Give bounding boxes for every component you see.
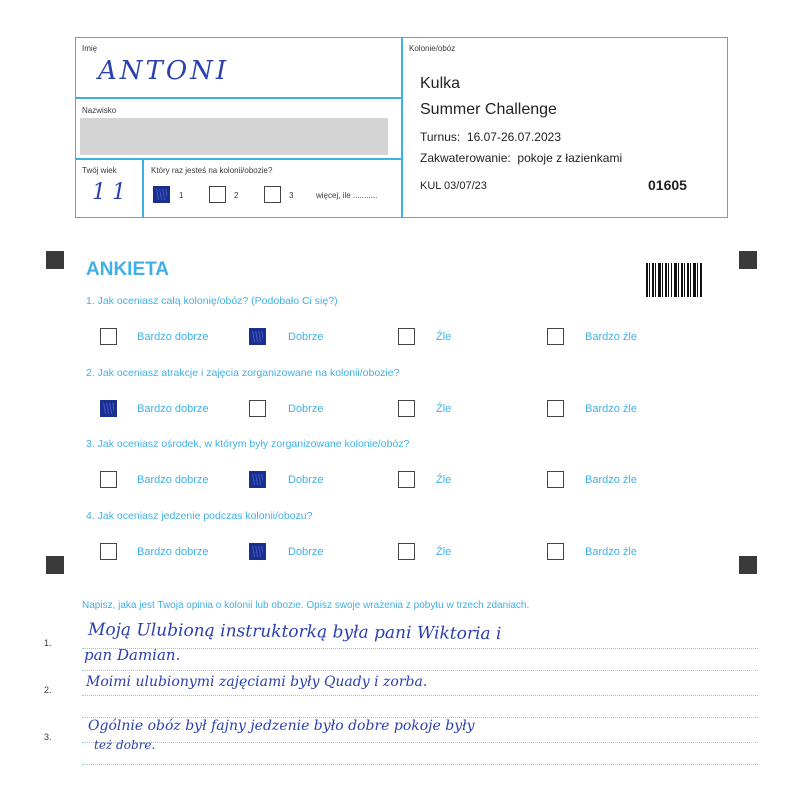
q3-option-4-checkbox[interactable] [547, 471, 564, 488]
times-checkbox-1[interactable] [153, 186, 170, 203]
times-checkbox-3[interactable] [264, 186, 281, 203]
q1-option-4-label: Bardzo źle [585, 331, 637, 343]
times-checkbox-2[interactable] [209, 186, 226, 203]
age-value: 11 [92, 180, 132, 205]
writing-line-2a [82, 695, 758, 696]
times-option-2: 2 [234, 191, 239, 200]
q4-option-2-label: Dobrze [288, 546, 324, 558]
q2-option-3-checkbox[interactable] [398, 400, 415, 417]
camp-turnus [420, 130, 561, 144]
line-number-3: 3. [44, 732, 52, 742]
header-divider-2 [75, 158, 402, 160]
writing-line-3b [82, 764, 758, 765]
camp-number: 01605 [648, 177, 687, 193]
writing-line-3a [82, 742, 758, 743]
q4-option-2-checkbox[interactable] [249, 543, 266, 560]
camp-accommodation-label: Zakwaterowanie: [420, 151, 511, 165]
q3-option-2-label: Dobrze [288, 474, 324, 486]
q3-option-3-label: Źle [436, 474, 452, 486]
q2-option-1-label: Bardzo dobrze [137, 403, 209, 415]
times-other: więcej, ile ........... [316, 191, 378, 200]
q1-option-3-checkbox[interactable] [398, 328, 415, 345]
age-label: Twój wiek [82, 166, 117, 175]
writing-line-1b [82, 670, 758, 671]
header-divider-vertical [401, 37, 403, 218]
surname-label: Nazwisko [82, 106, 117, 115]
writing-line-1a [82, 648, 758, 649]
question-4: 4. Jak oceniasz jedzenie podczas kolonii/obozu? [86, 510, 313, 522]
q1-option-2-label: Dobrze [288, 331, 324, 343]
q4-option-1-label: Bardzo dobrze [137, 546, 209, 558]
registration-mark-top-right [739, 251, 757, 269]
times-option-3: 3 [289, 191, 294, 200]
opinion-line-3-cont: też dobre. [94, 738, 156, 752]
q2-option-4-label: Bardzo źle [585, 403, 637, 415]
header-divider-1 [75, 97, 402, 99]
q1-option-2-checkbox[interactable] [249, 328, 266, 345]
registration-mark-bottom-right [739, 556, 757, 574]
camp-name: Kulka [420, 75, 461, 92]
opinion-line-1: Moją Ulubioną instruktorką była pani Wiktoria i [87, 619, 502, 645]
barcode [646, 263, 702, 297]
q4-option-4-checkbox[interactable] [547, 543, 564, 560]
q3-option-3-checkbox[interactable] [398, 471, 415, 488]
registration-mark-bottom-left [46, 556, 64, 574]
q4-option-4-label: Bardzo źle [585, 546, 637, 558]
opinion-line-1-cont: pan Damian. [84, 646, 181, 664]
header-divider-age [142, 158, 144, 218]
q1-option-3-label: Źle [436, 331, 452, 343]
opinion-line-3: Ogólnie obóz był fajny jedzenie było dobre pokoje były [88, 718, 475, 734]
q2-option-1-checkbox[interactable] [100, 400, 117, 417]
q2-option-2-checkbox[interactable] [249, 400, 266, 417]
q1-option-1-label: Bardzo dobrze [137, 331, 209, 343]
q2-option-2-label: Dobrze [288, 403, 324, 415]
camp-turnus-label: Turnus: [420, 130, 461, 144]
q3-option-2-checkbox[interactable] [249, 471, 266, 488]
question-2: 2. Jak oceniasz atrakcje i zajęcia zorganizowane na kolonii/obozie? [86, 367, 400, 379]
line-number-2: 2. [44, 685, 52, 695]
q2-option-4-checkbox[interactable] [547, 400, 564, 417]
q1-option-4-checkbox[interactable] [547, 328, 564, 345]
opinion-line-2: Moimi ulubionymi zajęciami były Quady i zorba. [86, 674, 428, 690]
camp-code: KUL 03/07/23 [420, 180, 487, 192]
times-label: Który raz jesteś na kolonii/obozie? [151, 166, 273, 175]
camp-label: Kolonie/obóz [409, 44, 456, 53]
q4-option-3-label: Źle [436, 546, 452, 558]
question-1: 1. Jak oceniasz całą kolonię/obóz? (Podobało Ci się?) [86, 295, 338, 307]
q4-option-3-checkbox[interactable] [398, 543, 415, 560]
camp-program: Summer Challenge [420, 101, 557, 118]
camp-accommodation [420, 151, 622, 165]
name-label: Imię [82, 44, 98, 53]
surname-redaction [80, 118, 388, 155]
line-number-1: 1. [44, 638, 52, 648]
opinion-prompt: Napisz, jaka jest Twoja opinia o kolonii lub obozie. Opisz swoje wrażenia z pobytu w trzech zdaniach. [82, 600, 530, 611]
survey-title: ANKIETA [86, 259, 170, 280]
q4-option-1-checkbox[interactable] [100, 543, 117, 560]
registration-mark-top-left [46, 251, 64, 269]
camp-accommodation-value: pokoje z łazienkami [517, 151, 623, 165]
camp-turnus-value: 16.07-26.07.2023 [466, 130, 562, 144]
times-option-1: 1 [179, 191, 184, 200]
q3-option-1-label: Bardzo dobrze [137, 474, 209, 486]
q3-option-4-label: Bardzo źle [585, 474, 637, 486]
q2-option-3-label: Źle [436, 403, 452, 415]
q3-option-1-checkbox[interactable] [100, 471, 117, 488]
name-value: ANTONI [98, 56, 230, 86]
question-3: 3. Jak oceniasz ośrodek, w którym były zorganizowane kolonie/obóz? [86, 438, 410, 450]
q1-option-1-checkbox[interactable] [100, 328, 117, 345]
